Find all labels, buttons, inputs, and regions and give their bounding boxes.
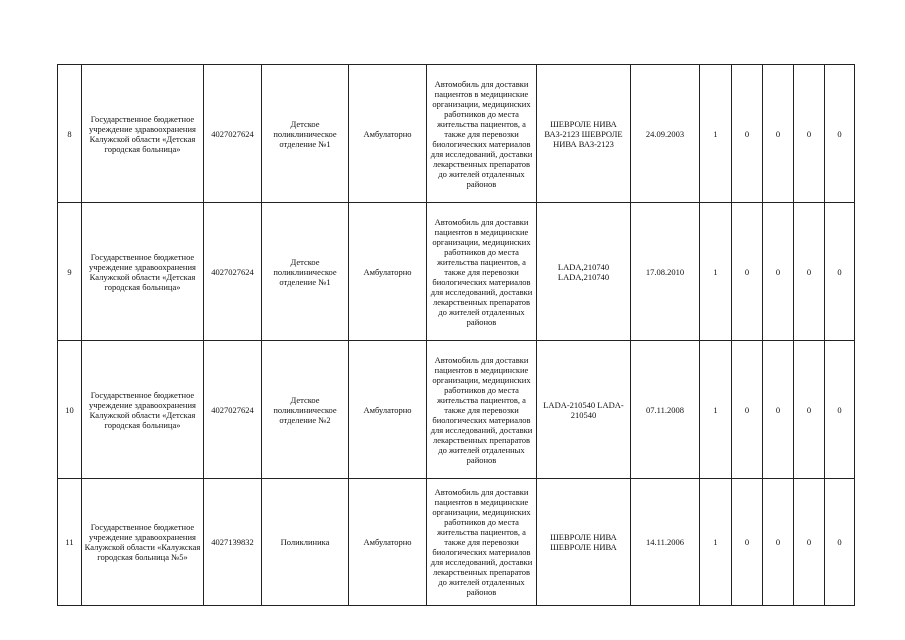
- count-3: 0: [763, 341, 794, 479]
- inn: 4027027624: [204, 203, 262, 341]
- table-row: [58, 65, 855, 203]
- document-page: [57, 64, 854, 606]
- table-row: [58, 479, 855, 606]
- count-2: 0: [732, 341, 763, 479]
- inn: 4027027624: [204, 65, 262, 203]
- issue-date: 17.08.2010: [631, 203, 700, 341]
- row-number: 11: [58, 479, 82, 606]
- count-1: 1: [700, 65, 732, 203]
- vehicle-purpose: Автомобиль для доставки пациентов в медицинские организации, медицинских работников до места жительства пациентов, а также для перевозки биологических материалов для исследований, доставки лекарственных препаратов до жителей отдаленных районов: [427, 203, 537, 341]
- care-type: Амбулаторно: [349, 341, 427, 479]
- organization-name: Государственное бюджетное учреждение здравоохранения Калужской области «Детская городская больница»: [82, 341, 204, 479]
- department: Детское поликлиническое отделение №1: [262, 65, 349, 203]
- organization-name: Государственное бюджетное учреждение здравоохранения Калужской области «Калужская городская больница №5»: [82, 479, 204, 606]
- count-4: 0: [794, 341, 825, 479]
- count-5: 0: [825, 479, 855, 606]
- count-3: 0: [763, 203, 794, 341]
- count-5: 0: [825, 203, 855, 341]
- issue-date: 24.09.2003: [631, 65, 700, 203]
- inn: 4027139832: [204, 479, 262, 606]
- issue-date: 14.11.2006: [631, 479, 700, 606]
- vehicle-purpose: Автомобиль для доставки пациентов в медицинские организации, медицинских работников до места жительства пациентов, а также для перевозки биологических материалов для исследований, доставки лекарственных препаратов до жителей отдаленных районов: [427, 65, 537, 203]
- organization-name: Государственное бюджетное учреждение здравоохранения Калужской области «Детская городская больница»: [82, 65, 204, 203]
- row-number: 10: [58, 341, 82, 479]
- count-4: 0: [794, 65, 825, 203]
- vehicle-model: LADA,210740 LADA,210740: [537, 203, 631, 341]
- count-2: 0: [732, 203, 763, 341]
- issue-date: 07.11.2008: [631, 341, 700, 479]
- count-2: 0: [732, 479, 763, 606]
- count-2: 0: [732, 65, 763, 203]
- inn: 4027027624: [204, 341, 262, 479]
- count-3: 0: [763, 479, 794, 606]
- row-number: 8: [58, 65, 82, 203]
- department: Детское поликлиническое отделение №1: [262, 203, 349, 341]
- count-1: 1: [700, 479, 732, 606]
- row-number: 9: [58, 203, 82, 341]
- vehicle-model: ШЕВРОЛЕ НИВА ШЕВРОЛЕ НИВА: [537, 479, 631, 606]
- count-3: 0: [763, 65, 794, 203]
- table-row: [58, 341, 855, 479]
- vehicle-model: ШЕВРОЛЕ НИВА ВАЗ-2123 ШЕВРОЛЕ НИВА ВАЗ-2123: [537, 65, 631, 203]
- count-4: 0: [794, 203, 825, 341]
- count-1: 1: [700, 341, 732, 479]
- department: Поликлиника: [262, 479, 349, 606]
- count-4: 0: [794, 479, 825, 606]
- count-5: 0: [825, 341, 855, 479]
- vehicles-table: [57, 64, 855, 606]
- vehicle-purpose: Автомобиль для доставки пациентов в медицинские организации, медицинских работников до места жительства пациентов, а также для перевозки биологических материалов для исследований, доставки лекарственных препаратов до жителей отдаленных районов: [427, 341, 537, 479]
- organization-name: Государственное бюджетное учреждение здравоохранения Калужской области «Детская городская больница»: [82, 203, 204, 341]
- care-type: Амбулаторно: [349, 203, 427, 341]
- care-type: Амбулаторно: [349, 479, 427, 606]
- department: Детское поликлиническое отделение №2: [262, 341, 349, 479]
- table-row: [58, 203, 855, 341]
- vehicle-model: LADA-210540 LADA-210540: [537, 341, 631, 479]
- vehicle-purpose: Автомобиль для доставки пациентов в медицинские организации, медицинских работников до места жительства пациентов, а также для перевозки биологических материалов для исследований, доставки лекарственных препаратов до жителей отдаленных районов: [427, 479, 537, 606]
- care-type: Амбулаторно: [349, 65, 427, 203]
- count-1: 1: [700, 203, 732, 341]
- count-5: 0: [825, 65, 855, 203]
